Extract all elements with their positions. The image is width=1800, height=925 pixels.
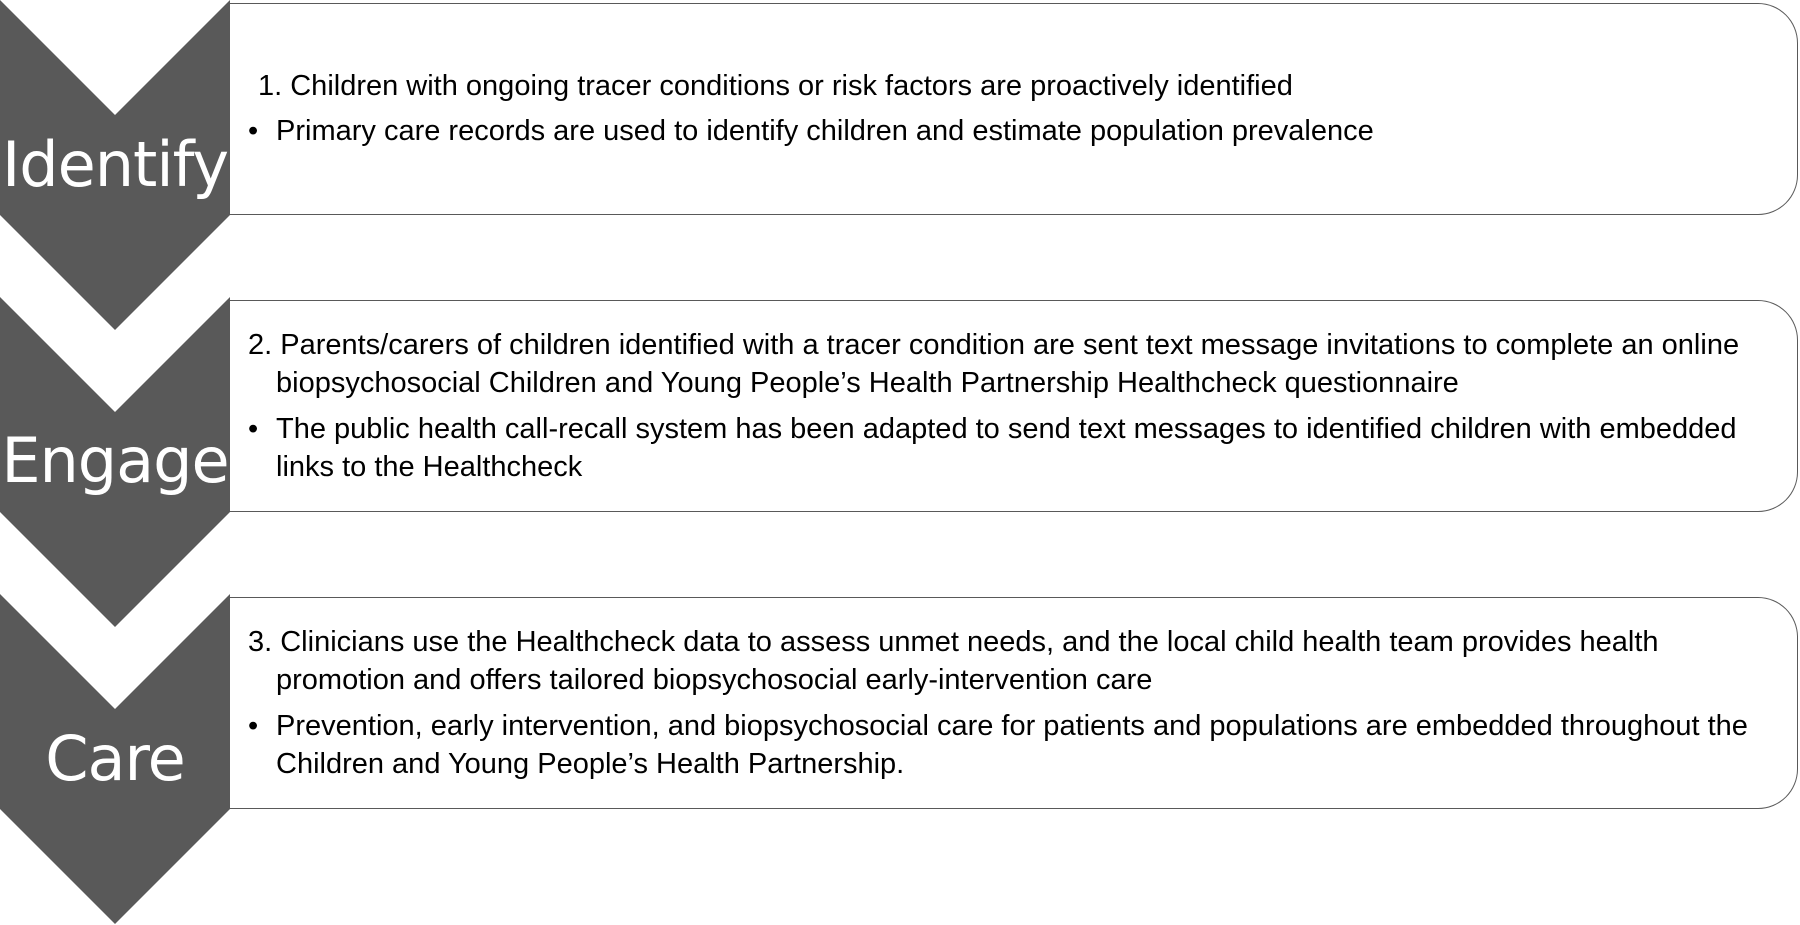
stage-label-engage: Engage	[1, 424, 229, 497]
bullet-dot: •	[248, 710, 259, 742]
step-bullet	[248, 410, 1785, 486]
step-box-engage	[230, 300, 1798, 512]
step-bullet	[248, 707, 1785, 783]
step-bullet	[248, 112, 1785, 150]
bullet-dot: •	[248, 115, 259, 147]
step-bullet-text: Primary care records are used to identify children and estimate population prevalence	[276, 115, 1374, 147]
stage-label-care: Care	[45, 722, 185, 795]
bullet-dot: •	[248, 413, 259, 445]
step-box-care	[230, 597, 1798, 809]
step-main-text: 3. Clinicians use the Healthcheck data to assess unmet needs, and the local child health team provides health promotion and offers tailored biopsychosocial early-intervention care	[248, 626, 1659, 696]
step-bullet-text: Prevention, early intervention, and biopsychosocial care for patients and populations are embedded throughout the Children and Young People’s Health Partnership.	[276, 710, 1748, 780]
step-bullet-text: The public health call-recall system has been adapted to send text messages to identified children with embedded links to the Healthcheck	[276, 413, 1737, 483]
step-main-text: 2. Parents/carers of children identified with a tracer condition are sent text message invitations to complete an online biopsychosocial Children and Young People’s Health Partnership Healthcheck questionnaire	[248, 329, 1740, 399]
stage-label-identify: Identify	[1, 128, 229, 201]
step-main-text: 1. Children with ongoing tracer conditions or risk factors are proactively identified	[258, 70, 1293, 102]
step-box-identify	[230, 3, 1798, 215]
